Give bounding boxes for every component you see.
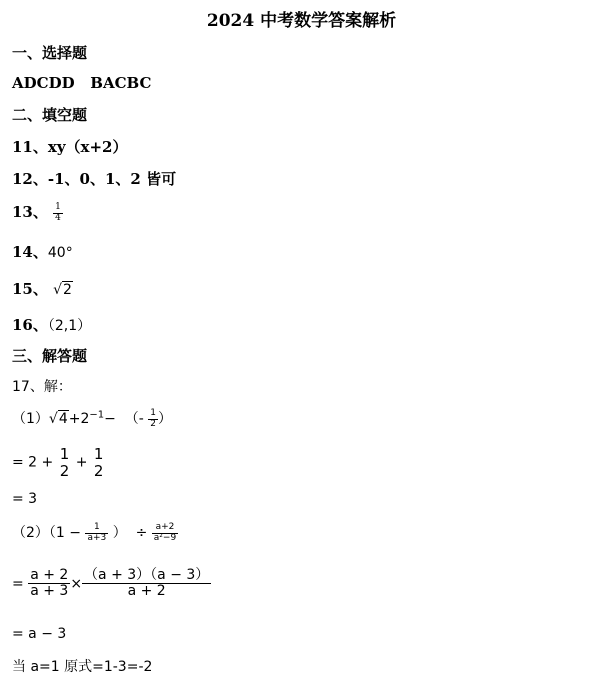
q13-denominator: 4 [55,212,61,223]
p1-sqrt: √4 [48,411,68,427]
s3-f1-num: a + 2 [30,567,69,583]
q11-answer: xy（x+2） [47,138,128,156]
s1-f1-num: 1 [59,445,70,463]
q13-fraction [53,203,63,224]
q13 [12,201,63,223]
section2-heading: 二、填空题 [12,106,88,124]
choice-answers: ADCDD BACBC [12,74,152,92]
p1-prefix: （1） [12,411,49,427]
s3-f1-den: a + 3 [30,583,69,600]
s3-lead: = [12,575,24,592]
page-title: 2024 中考数学答案解析 [206,11,397,31]
p2-fraction-1 [85,523,108,544]
p2-prefix: （2）（1 − [12,525,81,541]
q17-part1 [12,408,172,429]
q17-part2 [12,522,178,543]
s3-fraction-2 [82,568,211,600]
s1-fraction-1 [58,446,72,479]
p1-rest: − （- [104,411,144,427]
s1-fraction-2 [92,446,106,479]
s1-plus: + [75,454,88,471]
q14-num: 14、 [12,243,48,261]
q12-num: 12、 [12,170,48,188]
p2-f1-num: 1 [85,523,108,534]
p1-fraction [148,409,158,430]
q14 [12,241,73,262]
q15-sqrt: √2 [53,282,72,298]
p1-close: ） [158,411,173,427]
s3-f2-num: （a + 3）（a − 3） [84,567,210,583]
q15 [12,278,73,299]
p2-f2-den: a²−9 [153,532,177,543]
q14-answer: 40° [47,245,73,261]
q17-step5: 当 a=1 原式=1-3=-2 [12,659,153,675]
p1-exponent: −1 [89,409,105,421]
section1-heading: 一、选择题 [12,44,88,62]
q16-num: 16、 [12,316,48,334]
q15-radicand: 2 [63,282,72,298]
s1-f2-den: 2 [93,461,104,480]
q17-step3 [12,568,211,600]
q17-label: 17、解： [12,379,72,395]
q16-answer: （2,1） [47,318,92,334]
p2-f2-num: a+2 [152,523,178,534]
p2-fraction-2 [152,523,178,544]
q12-answer: -1、0、1、2 皆可 [47,170,177,188]
s3-fraction-1 [28,568,70,600]
q11 [12,136,127,157]
q12 [12,168,176,189]
q17-step4: = a − 3 [12,626,67,642]
p2-mid: ） ÷ [112,525,148,541]
p1-radicand: 4 [58,411,68,427]
section3-heading: 三、解答题 [12,347,88,365]
s1-lead: = 2 + [12,454,54,471]
p1-frac-den: 2 [150,418,157,429]
s1-f2-num: 1 [93,445,104,463]
q17-step2: = 3 [12,491,38,507]
s3-f2-den: a + 2 [127,583,166,600]
q15-num: 15、 [12,280,48,298]
q16 [12,314,91,335]
p1-mid: +2 [68,411,90,427]
q13-num: 13、 [12,203,48,221]
s1-f1-den: 2 [59,461,70,480]
p1-frac-num: 1 [150,407,157,418]
s3-times: × [70,575,83,592]
p2-f1-den: a+3 [87,532,107,543]
q17-step1 [12,446,105,479]
q11-num: 11、 [12,138,48,156]
q13-numerator: 1 [55,201,61,212]
